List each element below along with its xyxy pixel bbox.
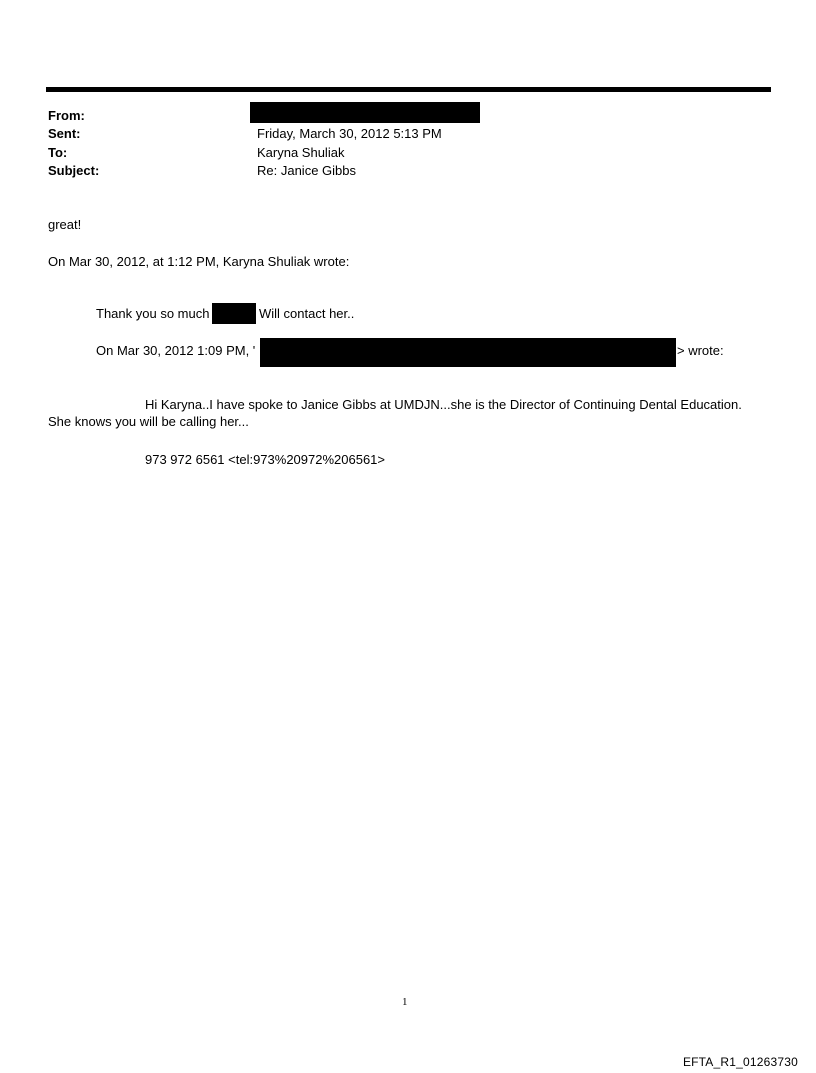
header-rule xyxy=(46,87,771,92)
quote1-intro: On Mar 30, 2012, at 1:12 PM, Karyna Shuliak wrote: xyxy=(48,254,350,269)
phone-line: 973 972 6561 <tel:973%20972%206561> xyxy=(145,452,385,467)
sent-value: Friday, March 30, 2012 5:13 PM xyxy=(257,126,442,141)
to-value: Karyna Shuliak xyxy=(257,145,345,160)
subject-label: Subject: xyxy=(48,163,100,178)
quote1-text-before: Thank you so much xyxy=(96,306,210,321)
quote2-line2: She knows you will be calling her... xyxy=(48,414,249,429)
bates-number: EFTA_R1_01263730 xyxy=(682,1055,798,1069)
name-redaction xyxy=(212,303,256,324)
quote1-text-after: Will contact her.. xyxy=(259,306,355,321)
subject-value: Re: Janice Gibbs xyxy=(257,163,356,178)
sender-redaction xyxy=(260,338,676,367)
from-label: From: xyxy=(48,108,85,123)
sent-label: Sent: xyxy=(48,126,81,141)
quote2-intro-before: On Mar 30, 2012 1:09 PM, ' xyxy=(96,343,256,358)
reply-text: great! xyxy=(48,217,82,232)
from-redaction xyxy=(250,102,480,123)
quote2-line1: Hi Karyna..I have spoke to Janice Gibbs at UMDJN...she is the Director of Continuing Dental Education. xyxy=(145,397,742,412)
quote2-intro-after: > wrote: xyxy=(677,343,724,358)
to-label: To: xyxy=(48,145,68,160)
page-number: 1 xyxy=(402,996,408,1008)
